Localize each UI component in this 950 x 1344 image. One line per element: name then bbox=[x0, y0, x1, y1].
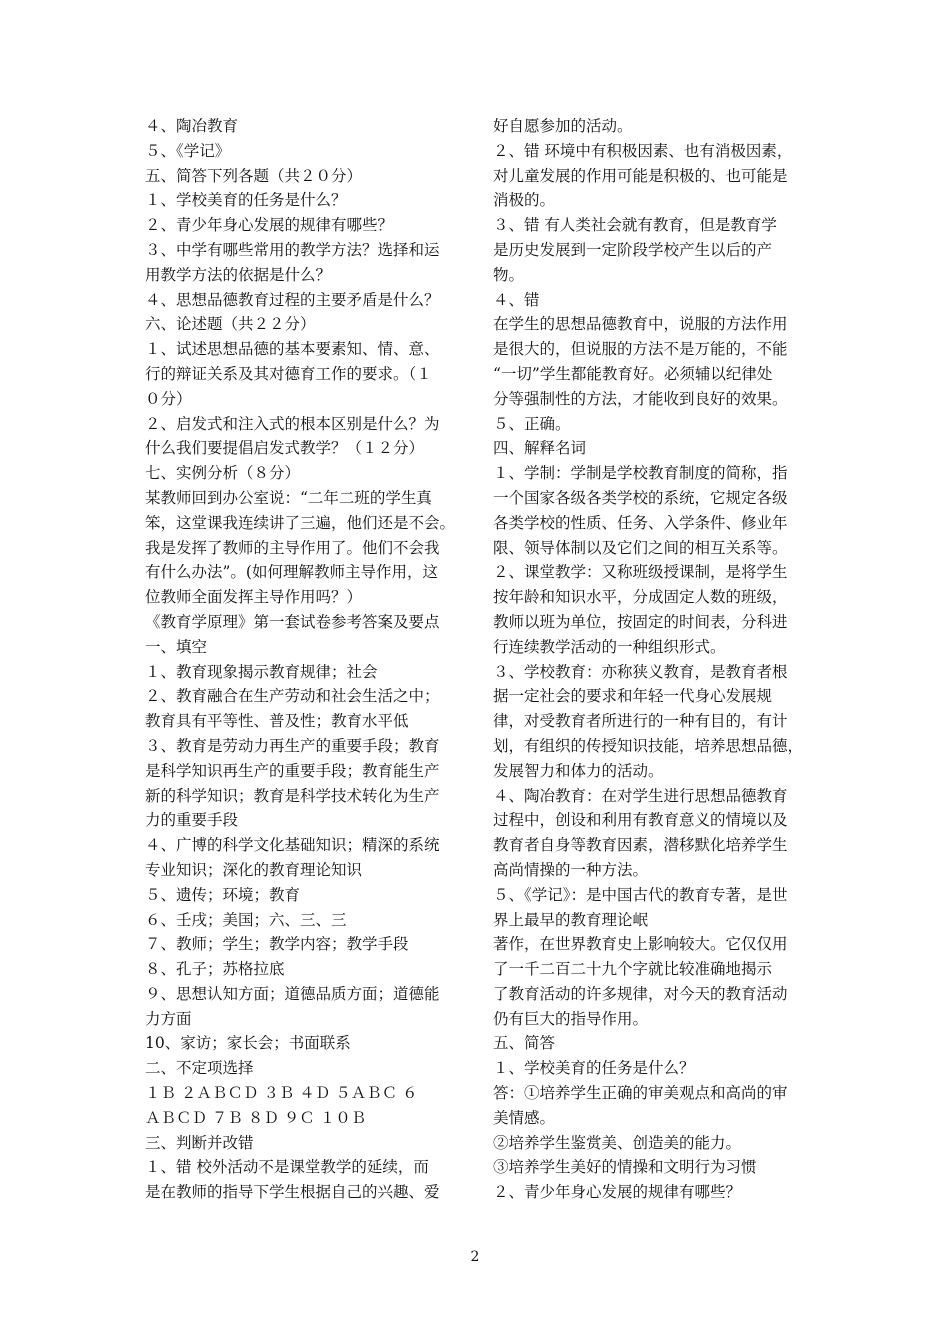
text-line: 教育者自身等教育因素，潜移默化培养学生 bbox=[493, 836, 788, 855]
text-line: 划，有组织的传授知识技能，培养思想品德， bbox=[493, 736, 804, 755]
text-line: 有什么办法”。(如何理解教师主导作用，这 bbox=[145, 563, 438, 582]
text-line: 过程中，创设和利用有教育意义的情境以及 bbox=[493, 811, 788, 830]
text-line: ４、陶冶教育 bbox=[145, 117, 239, 135]
text-line: 美情感。 bbox=[493, 1108, 556, 1127]
text-line: ３、教育是劳动力再生产的重要手段；教育 bbox=[145, 736, 440, 755]
text-line: １、学校美育的任务是什么？ bbox=[493, 1059, 695, 1078]
text-line: 行连续教学活动的一种组织形式。 bbox=[493, 637, 726, 656]
text-line: ４、思想品德教育过程的主要矛盾是什么？ bbox=[145, 290, 440, 309]
text-line: ５、正确。 bbox=[493, 414, 571, 433]
text-line: 笨，这堂课我连续讲了三遍，他们还是不会。 bbox=[145, 513, 456, 532]
text-line: 分等强制性的方法，才能收到良好的效果。 bbox=[493, 389, 788, 408]
text-line: 五、简答 bbox=[493, 1034, 556, 1053]
text-line: 我是发挥了教师的主导作用了。他们不会我 bbox=[145, 538, 440, 557]
text-line: ７、教师；学生；教学内容；教学手段 bbox=[145, 935, 409, 954]
text-line: 力的重要手段 bbox=[145, 811, 239, 830]
text-line: １、教育现象揭示教育规律；社会 bbox=[145, 662, 378, 681]
text-line: ８、孔子；苏格拉底 bbox=[145, 960, 285, 979]
text-line: 三、判断并改错 bbox=[145, 1133, 254, 1152]
text-line: ２、青少年身心发展的规律有哪些？ bbox=[493, 1183, 742, 1202]
text-line: 一个国家各级各类学校的系统，它规定各级 bbox=[493, 488, 788, 507]
text-line: １、错 校外活动不是课堂教学的延续，而 bbox=[145, 1158, 429, 1177]
text-line: 对儿童发展的作用可能是积极的、也可能是 bbox=[493, 166, 788, 185]
text-line: ②培养学生鉴赏美、创造美的能力。 bbox=[493, 1133, 742, 1152]
text-line: 五、简答下列各题（共２０分） bbox=[145, 166, 363, 185]
text-line: 发展智力和体力的活动。 bbox=[493, 761, 664, 780]
text-line: 《教育学原理》第一套试卷参考答案及要点 bbox=[145, 612, 440, 631]
text-line: ＡＢＣＤ ７Ｂ ８Ｄ ９Ｃ １０Ｂ bbox=[145, 1108, 367, 1127]
text-line: ９、思想认知方面；道德品质方面；道德能 bbox=[145, 984, 440, 1003]
text-line: 高尚情操的一种方法。 bbox=[493, 860, 649, 879]
text-line: 仍有巨大的指导作用。 bbox=[493, 1009, 649, 1028]
text-line: ４、错 bbox=[493, 290, 540, 309]
text-line: ４、陶冶教育：在对学生进行思想品德教育 bbox=[493, 786, 788, 805]
text-line: １Ｂ ２ＡＢＣＤ ３Ｂ ４Ｄ ５ＡＢＣ ６ bbox=[145, 1084, 418, 1103]
text-line: 按年龄和知识水平，分成固定人数的班级， bbox=[493, 588, 788, 607]
text-line: 七、实例分析（８分） bbox=[145, 464, 301, 483]
left-column bbox=[145, 114, 467, 1205]
text-line: ２、教育融合在生产劳动和社会生活之中； bbox=[145, 687, 440, 706]
text-line: ０分） bbox=[145, 389, 192, 408]
text-line: 消极的。 bbox=[493, 191, 556, 210]
text-line: ３、错 有人类社会就有教育，但是教育学 bbox=[493, 216, 777, 235]
text-line: ５、《学记》 bbox=[145, 141, 231, 160]
text-line: 著作，在世界教育史上影响较大。它仅仅用 bbox=[493, 935, 788, 954]
text-line: 在学生的思想品德教育中，说服的方法作用 bbox=[493, 315, 788, 334]
text-line: ３、中学有哪些常用的教学方法？选择和运 bbox=[145, 240, 440, 259]
text-line: ６、壬戌；美国；六、三、三 bbox=[145, 910, 347, 929]
text-line: 是历史发展到一定阶段学校产生以后的产 bbox=[493, 240, 773, 259]
text-line: ３、学校教育：亦称狭义教育，是教育者根 bbox=[493, 662, 788, 681]
text-line: 二、不定项选择 bbox=[145, 1059, 254, 1078]
text-line: 专业知识；深化的教育理论知识 bbox=[145, 860, 363, 879]
text-line: ４、广博的科学文化基础知识；精深的系统 bbox=[145, 836, 440, 855]
text-line: 六、论述题（共２２分） bbox=[145, 315, 316, 334]
text-line: 了教育活动的许多规律，对今天的教育活动 bbox=[493, 984, 788, 1003]
text-line: 答：①培养学生正确的审美观点和高尚的审 bbox=[493, 1084, 788, 1103]
text-line: 教育具有平等性、普及性；教育水平低 bbox=[145, 712, 409, 731]
text-line: 用教学方法的依据是什么？ bbox=[145, 265, 332, 284]
text-line: 各类学校的性质、任务、入学条件、修业年 bbox=[493, 513, 788, 532]
text-line: 新的科学知识；教育是科学技术转化为生产 bbox=[145, 786, 440, 805]
text-line: 一、填空 bbox=[145, 637, 208, 656]
text-line: 10、家访；家长会；书面联系 bbox=[145, 1034, 351, 1053]
text-line: 界上最早的教育理论岷 bbox=[493, 910, 649, 929]
text-line: ５、《学记》：是中国古代的教育专著，是世 bbox=[493, 885, 788, 904]
text-line: 律，对受教育者所进行的一种有目的，有计 bbox=[493, 712, 788, 731]
text-line: 限、领导体制以及它们之间的相互关系等。 bbox=[493, 538, 788, 557]
text-line: 行的辩证关系及其对德育工作的要求。（１ bbox=[145, 364, 432, 383]
text-line: 教师以班为单位，按固定的时间表，分科进 bbox=[493, 612, 788, 631]
text-line: 某教师回到办公室说：“二年二班的学生真 bbox=[145, 488, 432, 507]
text-line: 是很大的，但说服的方法不是万能的，不能 bbox=[493, 340, 788, 359]
text-line: “一切”学生都能教育好。必须辅以纪律处 bbox=[493, 364, 773, 383]
text-line: 力方面 bbox=[145, 1009, 192, 1028]
text-line: 了一千二百二十九个字就比较准确地揭示 bbox=[493, 960, 773, 979]
text-line: ５、遗传；环境；教育 bbox=[145, 885, 301, 904]
text-line: １、学校美育的任务是什么？ bbox=[145, 191, 347, 210]
text-line: ２、启发式和注入式的根本区别是什么？为 bbox=[145, 414, 440, 433]
text-line: ③培养学生美好的情操和文明行为习惯 bbox=[493, 1158, 757, 1177]
text-line: 四、解释名词 bbox=[493, 439, 587, 458]
text-line: 物。 bbox=[493, 265, 525, 284]
text-line: 是在教师的指导下学生根据自己的兴趣、爱 bbox=[145, 1183, 440, 1202]
text-line: 据一定社会的要求和年轻一代身心发展规 bbox=[493, 687, 773, 706]
text-line: ２、青少年身心发展的规律有哪些？ bbox=[145, 216, 394, 235]
text-line: １、试述思想品德的基本要素知、情、意、 bbox=[145, 340, 440, 359]
text-line: ２、课堂教学：又称班级授课制，是将学生 bbox=[493, 563, 788, 582]
text-line: 什么我们要提倡启发式教学？（１２分） bbox=[145, 439, 425, 458]
page-number: 2 bbox=[470, 1249, 480, 1265]
right-column bbox=[493, 114, 815, 1205]
text-line: 好自愿参加的活动。 bbox=[493, 117, 633, 135]
text-line: 是科学知识再生产的重要手段；教育能生产 bbox=[145, 761, 440, 780]
text-line: １、学制：学制是学校教育制度的简称，指 bbox=[493, 464, 788, 483]
text-line: ２、错 环境中有积极因素、也有消极因素， bbox=[493, 141, 793, 160]
text-line: 位教师全面发挥主导作用吗？） bbox=[145, 588, 363, 607]
